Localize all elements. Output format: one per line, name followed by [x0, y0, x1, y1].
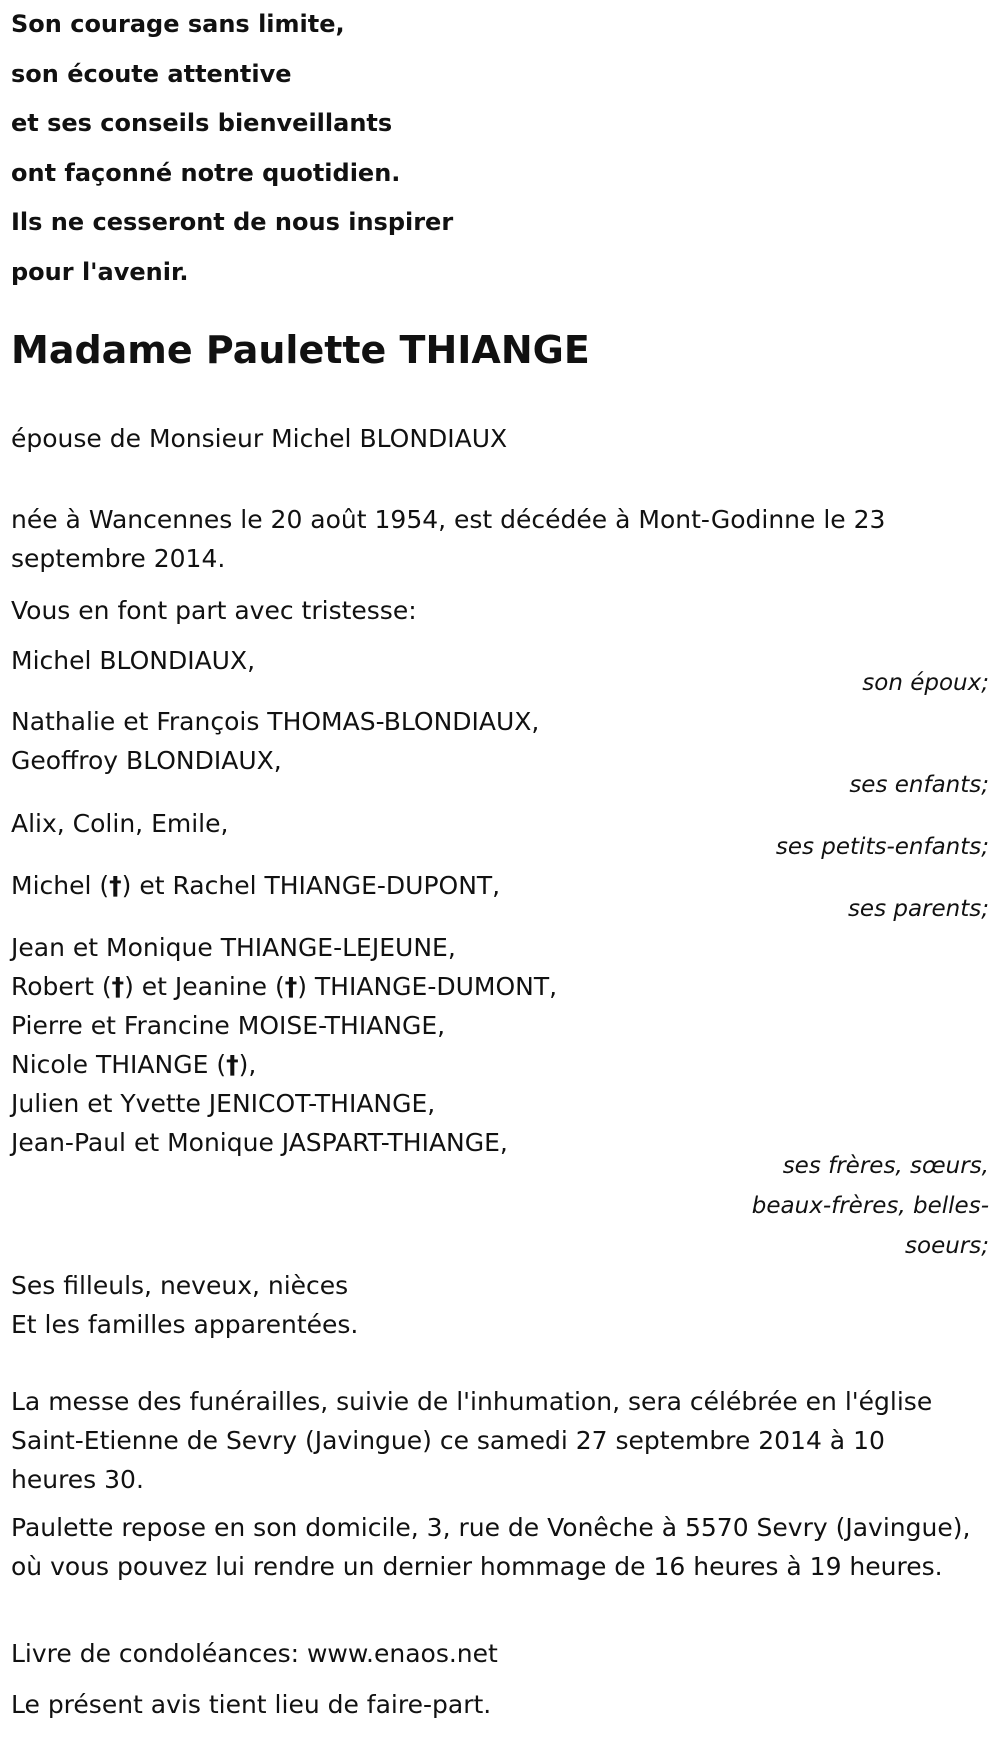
funeral-rest-text: Paulette repose en son domicile, 3, rue de Vonêche à 5570 Sevry (Javingue), où vous pouvez lui rendre un dernier hommage de 16 heures à 19 heures. — [11, 1513, 971, 1581]
family-children-role: ses enfants; — [849, 772, 989, 798]
poem — [11, 4, 989, 301]
name-text: ) et Jeanine ( — [124, 972, 285, 1001]
family-spouse-role: son époux; — [862, 670, 989, 696]
poem-line: son écoute attentive — [11, 59, 292, 88]
cross-icon: † — [284, 972, 298, 1001]
family-grandchildren-names: Alix, Colin, Emile, — [11, 809, 229, 838]
family-child-name: Nathalie et François THOMAS-BLONDIAUX, — [11, 707, 540, 736]
birth-death-text: née à Wancennes le 20 août 1954, est décédée à Mont-Godinne le 23 septembre 2014. — [11, 505, 886, 573]
family-parents-role: ses parents; — [847, 896, 989, 922]
poem-line: ont façonné notre quotidien. — [11, 158, 401, 187]
family-child-name: Geoffroy BLONDIAUX, — [11, 746, 282, 775]
family-siblings-role: beaux-frères, belles- — [751, 1193, 989, 1219]
name-text: ), — [238, 1050, 257, 1079]
family-sibling-line: Jean et Monique THIANGE-LEJEUNE, — [11, 933, 456, 962]
name-text: Nicole THIANGE ( — [11, 1050, 227, 1079]
family-siblings-role: ses frères, sœurs, — [782, 1153, 989, 1179]
cross-icon: † — [111, 972, 125, 1001]
deceased-name: Madame Paulette THIANGE — [11, 328, 590, 372]
family-sibling-line: Jean-Paul et Monique JASPART-THIANGE, — [11, 1128, 508, 1157]
poem-line: Son courage sans limite, — [11, 10, 345, 38]
cross-icon: † — [109, 871, 122, 900]
family-sibling-line: Pierre et Francine MOISE-THIANGE, — [11, 1011, 446, 1040]
funeral-mass-text: La messe des funérailles, suivie de l'inhumation, sera célébrée en l'église Saint-Etienne de Sevry (Javingue) ce samedi 27 septembre 2014 à 10 heures 30. — [11, 1387, 933, 1494]
poem-line: Ils ne cesseront de nous inspirer — [11, 208, 454, 236]
spouse-line: épouse de Monsieur Michel BLONDIAUX — [11, 424, 508, 453]
family-others-line: Ses filleuls, neveux, nièces — [11, 1271, 349, 1300]
name-text: ) THIANGE-DUMONT, — [297, 972, 558, 1001]
name-text: Michel ( — [11, 871, 110, 900]
family-spouse-name: Michel BLONDIAUX, — [11, 646, 256, 675]
family-grandchildren-role: ses petits-enfants; — [775, 834, 989, 860]
family-siblings-role: soeurs; — [905, 1233, 989, 1259]
cross-icon: † — [226, 1050, 239, 1079]
poem-line: pour l'avenir. — [11, 257, 189, 286]
condolences-text: Livre de condoléances: www.enaos.net — [11, 1639, 498, 1668]
family-sibling-line — [11, 967, 989, 1006]
poem-line: et ses conseils bienveillants — [11, 109, 393, 137]
family-others-line: Et les familles apparentées. — [11, 1310, 359, 1339]
family-sibling-line — [11, 1045, 989, 1084]
notice-text: Le présent avis tient lieu de faire-part. — [11, 1690, 492, 1719]
name-text: ) et Rachel THIANGE-DUPONT, — [121, 871, 501, 900]
name-text: Robert ( — [11, 972, 112, 1001]
family-sibling-line: Julien et Yvette JENICOT-THIANGE, — [11, 1089, 436, 1118]
announcement: Vous en font part avec tristesse: — [11, 596, 417, 625]
